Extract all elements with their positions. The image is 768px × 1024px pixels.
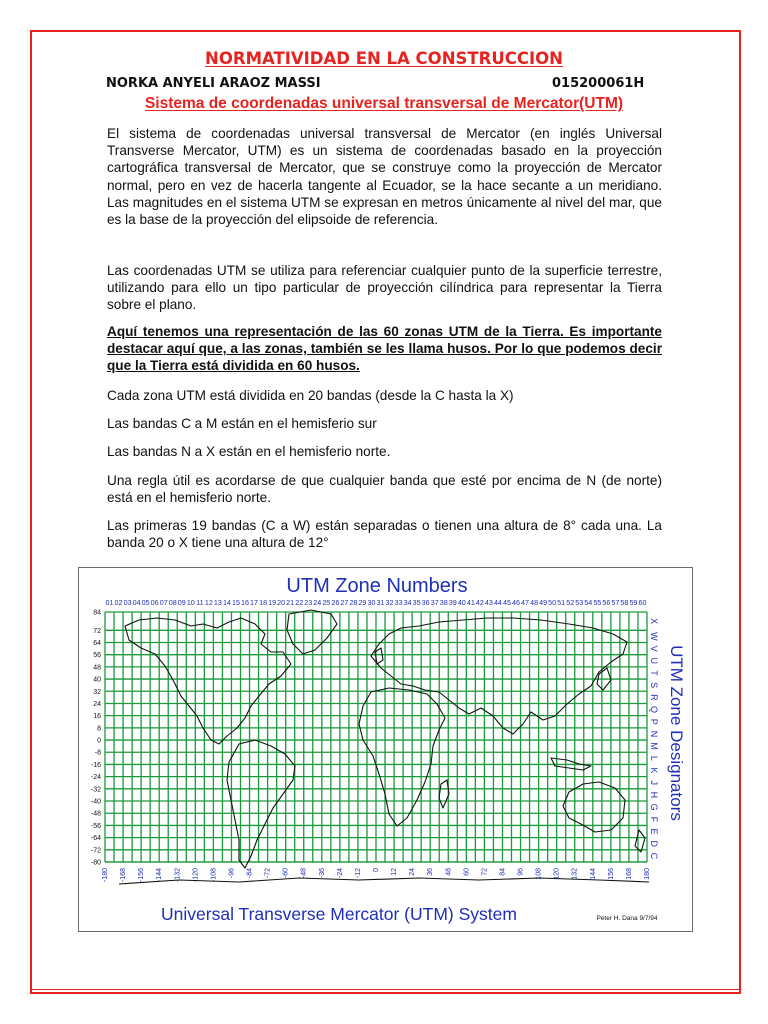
zone-number-label: 36 [421,598,430,607]
band-designator-label: K [649,767,659,774]
band-designator-label: P [649,718,659,725]
band-designator-label: D [649,840,659,847]
paragraph-20-bands: Cada zona UTM está dividida en 20 bandas (desde la C hasta la X) [107,388,514,403]
zone-number-label: 29 [358,598,367,607]
latitude-label: 56 [93,652,101,660]
longitude-label: 96 [517,868,525,876]
longitude-label: -168 [120,868,128,883]
australia-outline [563,782,625,832]
latitude-label: -16 [90,761,101,769]
longitude-label: 156 [607,868,615,880]
zone-number-label: 32 [385,598,394,607]
band-designator-label: T [649,670,659,676]
band-designator-label: G [649,803,659,811]
zone-number-label: 56 [602,598,611,607]
band-designator-label: J [649,780,659,785]
zone-number-label: 15 [231,598,240,607]
paragraph-60-zones: Aquí tenemos una representación de las 60 zonas UTM de la Tierra. Es importante destacar aquí que, a las zonas, también se les llama husos. Por lo que podemos decir que la Tierra está dividida en 60 husos. [107,324,662,374]
band-designator-label: L [649,755,659,761]
zone-number-label: 45 [502,598,511,607]
zone-number-label: 16 [241,598,250,607]
zone-number-label: 49 [539,598,548,607]
zone-number-label: 42 [475,598,484,607]
zone-number-label: 13 [213,598,222,607]
band-designator-label: Q [649,706,659,714]
latitude-label: 72 [93,627,101,635]
latitude-label: 32 [93,688,101,696]
zone-number-label: 30 [367,598,376,607]
longitude-label: -60 [282,868,290,879]
longitude-label: -96 [228,868,236,879]
band-designator-label: V [649,645,659,652]
zone-number-label: 06 [150,598,159,607]
longitude-label: 12 [391,868,399,876]
band-designator-label: C [649,852,659,860]
zone-number-label: 08 [168,598,177,607]
latitude-label: 64 [93,639,101,647]
latitude-label: 48 [93,664,101,672]
band-designator-label: N [649,730,659,738]
zone-number-label: 38 [439,598,448,607]
zone-number-label: 05 [141,598,150,607]
paragraph-utm-usage: Las coordenadas UTM se utiliza para referenciar cualquier punto de la superficie terrestre, utilizando para ello un tipo particular de proyección cilíndrica para representar la Tierra sobre el plano. [107,263,662,313]
zone-number-label: 14 [222,598,231,607]
zone-number-label: 17 [250,598,259,607]
longitude-label: -36 [318,868,326,879]
longitude-label: -72 [264,868,272,879]
longitude-label: -84 [246,868,254,879]
zone-number-label: 18 [259,598,268,607]
zone-number-label: 19 [268,598,277,607]
zone-number-label: 59 [629,598,638,607]
band-designator-label: R [649,694,659,701]
latitude-label: 84 [93,609,101,617]
latitude-label: 8 [97,725,101,733]
band-designator-label: X [649,618,659,625]
zone-number-label: 01 [105,598,114,607]
latitude-label: -32 [90,786,101,794]
paragraph-utm-definition: El sistema de coordenadas universal transversal de Mercator (en inglés Universal Transverse Mercator, UTM) es un sistema de coordenadas basado en la proyección cartográfica transversal de Mercator, que se construye como la proyección de Mercator normal, pero en vez de hacerla tangente al Ecuador, se la hace secante a un meridiano. Las magnitudes en el sistema UTM se expresan en metros únicamente al nivel del mar, que es la base de la proyección del elipsoide de referencia. [107,126,662,228]
latitude-label: 16 [93,713,101,721]
utm-zone-map [78,567,693,932]
latitude-label: -40 [90,798,101,806]
zone-number-label: 21 [286,598,295,607]
zone-number-label: 10 [186,598,195,607]
zone-number-label: 20 [277,598,286,607]
zone-number-label: 39 [448,598,457,607]
zone-number-label: 12 [204,598,213,607]
longitude-label: -108 [210,868,218,883]
latitude-label: -56 [90,822,101,830]
zone-number-label: 41 [466,598,475,607]
longitude-label: 132 [571,868,579,880]
latitude-label: -72 [90,847,101,855]
document-subtitle: Sistema de coordenadas universal transversal de Mercator(UTM) [144,95,624,112]
zone-number-label: 25 [322,598,331,607]
longitude-label: -12 [354,868,362,879]
zone-number-label: 46 [512,598,521,607]
longitude-label: 48 [445,868,453,876]
longitude-label: 72 [481,868,489,876]
band-designator-label: W [649,632,659,641]
zone-number-label: 37 [430,598,439,607]
zone-number-label: 58 [620,598,629,607]
zone-number-label: 27 [340,598,349,607]
band-designator-label: M [649,742,659,750]
africa-outline [359,688,445,826]
eurasia-outline [371,618,627,734]
utm-grid [91,598,659,882]
zone-number-label: 03 [123,598,132,607]
latitude-label: -80 [90,859,101,867]
zone-number-label: 28 [349,598,358,607]
zone-number-label: 43 [484,598,493,607]
zone-number-label: 02 [114,598,123,607]
madagascar-outline [439,780,449,808]
longitude-label: 60 [463,868,471,876]
longitude-label: -132 [174,868,182,883]
zone-number-label: 24 [313,598,322,607]
zone-number-label: 33 [394,598,403,607]
longitude-label: -156 [138,868,146,883]
paragraph-band-rule: Una regla útil es acordarse de que cualquier banda que esté por encima de N (de norte) está en el hemisferio norte. [107,473,662,506]
latitude-label: 40 [93,676,101,684]
student-id: 015200061H [552,76,645,91]
zone-number-label: 31 [376,598,385,607]
longitude-label: 36 [427,868,435,876]
map-title: UTM Zone Numbers [286,575,468,597]
document-title: NORMATIVIDAD EN LA CONSTRUCCION [205,49,563,68]
utm-map-svg [79,568,692,931]
latitude-label: -24 [90,774,101,782]
zone-number-label: 07 [159,598,168,607]
band-designator-label: E [649,828,659,835]
longitude-label: -48 [300,868,308,879]
band-designator-label: F [649,816,659,823]
longitude-label: -180 [102,868,109,883]
zone-number-label: 35 [412,598,421,607]
zone-number-label: 47 [521,598,530,607]
paragraph-band-heights: Las primeras 19 bandas (C a W) están separadas o tienen una altura de 8° cada una. La banda 20 o X tiene una altura de 12° [107,518,662,551]
zone-number-label: 09 [177,598,186,607]
latitude-label: -48 [90,810,101,818]
longitude-label: 180 [644,868,651,880]
paragraph-southern-bands: Las bandas C a M están en el hemisferio sur [107,416,377,431]
map-side-title: UTM Zone Designators [667,645,686,821]
zone-number-label: 04 [132,598,141,607]
longitude-label: -144 [156,868,164,883]
new-zealand-outline [635,830,645,852]
zone-number-label: 48 [530,598,539,607]
band-designator-label: S [649,682,659,689]
latitude-label: 24 [93,700,101,708]
longitude-label: 0 [373,868,380,872]
page-border-bottom-rule [30,989,741,990]
zone-number-label: 60 [638,598,647,607]
band-designator-label: H [649,791,659,799]
longitude-label: -24 [336,868,344,879]
zone-number-label: 53 [575,598,584,607]
zone-number-label: 55 [593,598,602,607]
zone-number-label: 57 [611,598,620,607]
zone-number-label: 50 [548,598,557,607]
zone-number-label: 44 [493,598,502,607]
map-credit: Peter H. Dana 9/7/94 [596,915,658,922]
map-bottom-title: Universal Transverse Mercator (UTM) System [161,904,517,924]
author-name: NORKA ANYELI ARAOZ MASSI [106,76,321,91]
zone-number-label: 51 [557,598,566,607]
longitude-label: 108 [535,868,543,880]
zone-number-label: 26 [331,598,340,607]
zone-number-label: 34 [403,598,412,607]
longitude-label: -120 [192,868,200,883]
band-designator-label: U [649,657,659,665]
south-america-outline [227,740,295,868]
paragraph-northern-bands: Las bandas N a X están en el hemisferio norte. [107,444,391,459]
zone-number-label: 52 [566,598,575,607]
longitude-label: 144 [589,868,597,880]
longitude-label: 120 [553,868,561,880]
continent-outlines [119,610,649,884]
latitude-label: -64 [90,835,101,843]
latitude-label: 0 [97,737,101,745]
longitude-label: 24 [409,868,417,876]
longitude-label: 168 [625,868,633,880]
longitude-label: 84 [499,868,507,876]
zone-number-label: 23 [304,598,313,607]
zone-number-label: 40 [457,598,466,607]
latitude-label: -8 [94,749,101,757]
zone-number-label: 11 [196,598,204,607]
zone-number-label: 54 [584,598,593,607]
zone-number-label: 22 [295,598,304,607]
